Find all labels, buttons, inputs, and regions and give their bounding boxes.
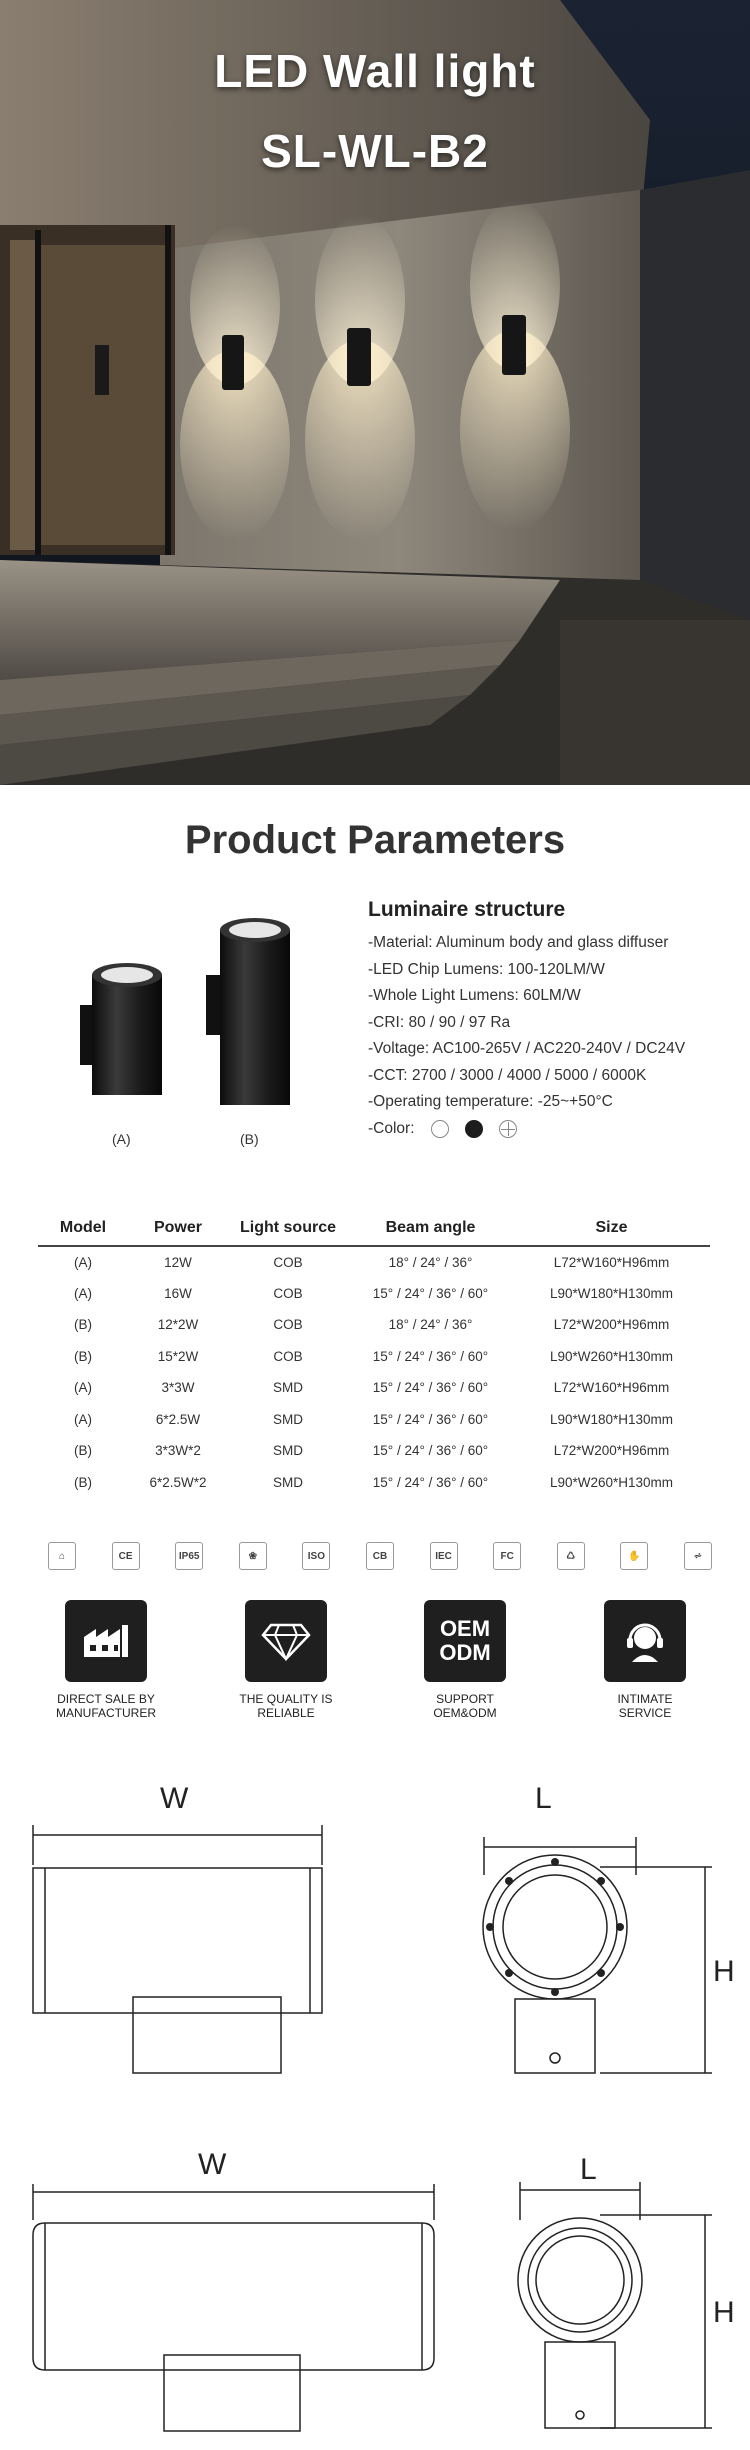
- hero-banner: [0, 0, 750, 785]
- caption-b: (B): [240, 1131, 259, 1147]
- table-row: [38, 1467, 710, 1499]
- col-power-header: Power: [128, 1210, 228, 1246]
- feature-service: [570, 1600, 720, 1720]
- certification-icon: CE: [112, 1542, 140, 1570]
- cell-power: 12*2W: [157, 1317, 199, 1333]
- cell-size: L90*W180*H130mm: [549, 1285, 674, 1301]
- color-swatch-crosshair: [499, 1120, 517, 1138]
- headset-icon: [604, 1600, 686, 1682]
- table-row: [38, 1246, 710, 1278]
- table-header-row: [38, 1210, 710, 1246]
- spec-line: -Operating temperature: -25~+50°C: [368, 1093, 613, 1110]
- table-row: [38, 1435, 710, 1467]
- color-row: [368, 1116, 728, 1143]
- spec-line: -CCT: 2700 / 3000 / 4000 / 5000 / 6000K: [368, 1066, 647, 1084]
- drawing-a-w-label: W: [160, 1782, 189, 1815]
- drawing-a-h-label: H: [713, 1955, 735, 1988]
- cell-power: 3*3W*2: [155, 1443, 201, 1459]
- cell-size: L72*W200*H96mm: [553, 1443, 670, 1459]
- feature-direct-sale: [31, 1600, 181, 1720]
- spec-table: [38, 1210, 710, 1498]
- table-row: [38, 1278, 710, 1310]
- certification-icon: FC: [493, 1542, 521, 1570]
- feature-label: MANUFACTURER: [55, 1706, 156, 1720]
- certification-icon: ✋: [620, 1542, 648, 1570]
- product-parameters-title: Product Parameters: [184, 818, 566, 862]
- table-row: [38, 1309, 710, 1341]
- feature-label: SERVICE: [618, 1706, 672, 1720]
- feature-quality: [211, 1600, 361, 1720]
- table-row: [38, 1404, 710, 1436]
- color-swatch-white: [431, 1120, 449, 1138]
- factory-icon: [65, 1600, 147, 1682]
- feature-label: SUPPORT: [436, 1692, 494, 1706]
- cell-size: L90*W260*H130mm: [549, 1348, 674, 1364]
- cell-model: (A): [74, 1285, 92, 1301]
- cell-power: 3*3W: [161, 1380, 195, 1396]
- table-row: [38, 1341, 710, 1373]
- cell-beam-angle: 15° / 24° / 36° / 60°: [372, 1443, 489, 1459]
- drawing-a-l-label: L: [535, 1782, 552, 1815]
- technical-drawing-a: [0, 1815, 750, 2085]
- cell-model: (A): [74, 1254, 92, 1270]
- cell-beam-angle: 18° / 24° / 36°: [388, 1317, 473, 1333]
- feature-label: DIRECT SALE BY: [57, 1692, 155, 1706]
- feature-label: RELIABLE: [257, 1706, 315, 1720]
- cell-power: 16W: [164, 1285, 192, 1301]
- certification-icon: IP65: [175, 1542, 203, 1570]
- feature-oem-odm: [390, 1600, 540, 1720]
- cell-power: 6*2.5W: [155, 1411, 201, 1427]
- luminaire-structure: [368, 898, 728, 1142]
- technical-drawing-b: [0, 2180, 750, 2440]
- spec-line: -CRI: 80 / 90 / 97 Ra: [368, 1013, 511, 1031]
- cell-beam-angle: 15° / 24° / 36° / 60°: [372, 1380, 489, 1396]
- certification-icon: ⩫: [684, 1542, 712, 1570]
- cell-light-source: COB: [273, 1348, 303, 1364]
- color-swatch-black: [465, 1120, 483, 1138]
- cell-beam-angle: 15° / 24° / 36° / 60°: [372, 1348, 489, 1364]
- certification-icon: ♺: [557, 1542, 585, 1570]
- cell-size: L90*W180*H130mm: [549, 1411, 674, 1427]
- cell-light-source: COB: [273, 1317, 303, 1333]
- luminaire-structure-title: Luminaire structure: [368, 898, 566, 921]
- cell-beam-angle: 18° / 24° / 36°: [388, 1254, 473, 1270]
- spec-line: -Material: Aluminum body and glass diffuser: [368, 934, 669, 951]
- cell-beam-angle: 15° / 24° / 36° / 60°: [372, 1285, 489, 1301]
- feature-label: INTIMATE: [617, 1692, 673, 1706]
- certification-icon: IEC: [430, 1542, 458, 1570]
- luminaire-product-image: [70, 915, 310, 1125]
- cell-model: (B): [74, 1443, 92, 1459]
- certification-icon: ISO: [302, 1542, 330, 1570]
- cell-power: 6*2.5W*2: [149, 1474, 207, 1490]
- cell-light-source: SMD: [273, 1411, 303, 1427]
- hero-scene-image: [0, 0, 750, 785]
- drawing-b-h-label: H: [713, 2296, 735, 2329]
- hero-model: SL-WL-B2: [261, 125, 489, 177]
- cell-light-source: SMD: [273, 1380, 303, 1396]
- cell-light-source: COB: [273, 1285, 303, 1301]
- oem-odm-icon: [424, 1600, 506, 1682]
- cell-model: (B): [74, 1474, 92, 1490]
- cell-model: (A): [74, 1411, 92, 1427]
- drawing-b-l-label: L: [580, 2153, 597, 2186]
- odm-text: ODM: [439, 1640, 491, 1665]
- cell-size: L90*W260*H130mm: [549, 1474, 674, 1490]
- cell-size: L72*W160*H96mm: [553, 1380, 670, 1396]
- certification-icon: ⌂: [48, 1542, 76, 1570]
- drawing-b-w-label: W: [198, 2148, 227, 2181]
- cell-light-source: SMD: [273, 1443, 303, 1459]
- table-row: [38, 1372, 710, 1404]
- spec-line: -Voltage: AC100-265V / AC220-240V / DC24V: [368, 1040, 686, 1057]
- cell-model: (B): [74, 1348, 92, 1364]
- certification-icons: [48, 1542, 712, 1570]
- certification-icon: ❀: [239, 1542, 267, 1570]
- feature-label: OEM&ODM: [433, 1706, 497, 1720]
- feature-label: THE QUALITY IS: [239, 1692, 333, 1706]
- diamond-icon: [245, 1600, 327, 1682]
- cell-beam-angle: 15° / 24° / 36° / 60°: [372, 1411, 489, 1427]
- spec-line: -Whole Light Lumens: 60LM/W: [368, 987, 581, 1004]
- cell-size: L72*W160*H96mm: [553, 1254, 670, 1270]
- spec-line: -LED Chip Lumens: 100-120LM/W: [368, 960, 605, 978]
- cell-power: 12W: [164, 1254, 192, 1270]
- certification-icon: CB: [366, 1542, 394, 1570]
- col-light-source-header: Light source: [228, 1210, 348, 1246]
- caption-a: (A): [112, 1131, 131, 1147]
- col-size-header: Size: [513, 1210, 710, 1246]
- cell-model: (B): [74, 1317, 92, 1333]
- cell-light-source: COB: [273, 1254, 303, 1270]
- cell-model: (A): [74, 1380, 92, 1396]
- cell-power: 15*2W: [157, 1348, 199, 1364]
- col-beam-angle-header: Beam angle: [348, 1210, 513, 1246]
- cell-light-source: SMD: [273, 1474, 303, 1490]
- oem-text: OEM: [439, 1616, 491, 1641]
- hero-title: LED Wall light: [214, 45, 536, 97]
- cell-beam-angle: 15° / 24° / 36° / 60°: [372, 1474, 489, 1490]
- color-label: -Color:: [368, 1119, 415, 1137]
- cell-size: L72*W200*H96mm: [553, 1317, 670, 1333]
- col-model-header: Model: [38, 1210, 128, 1246]
